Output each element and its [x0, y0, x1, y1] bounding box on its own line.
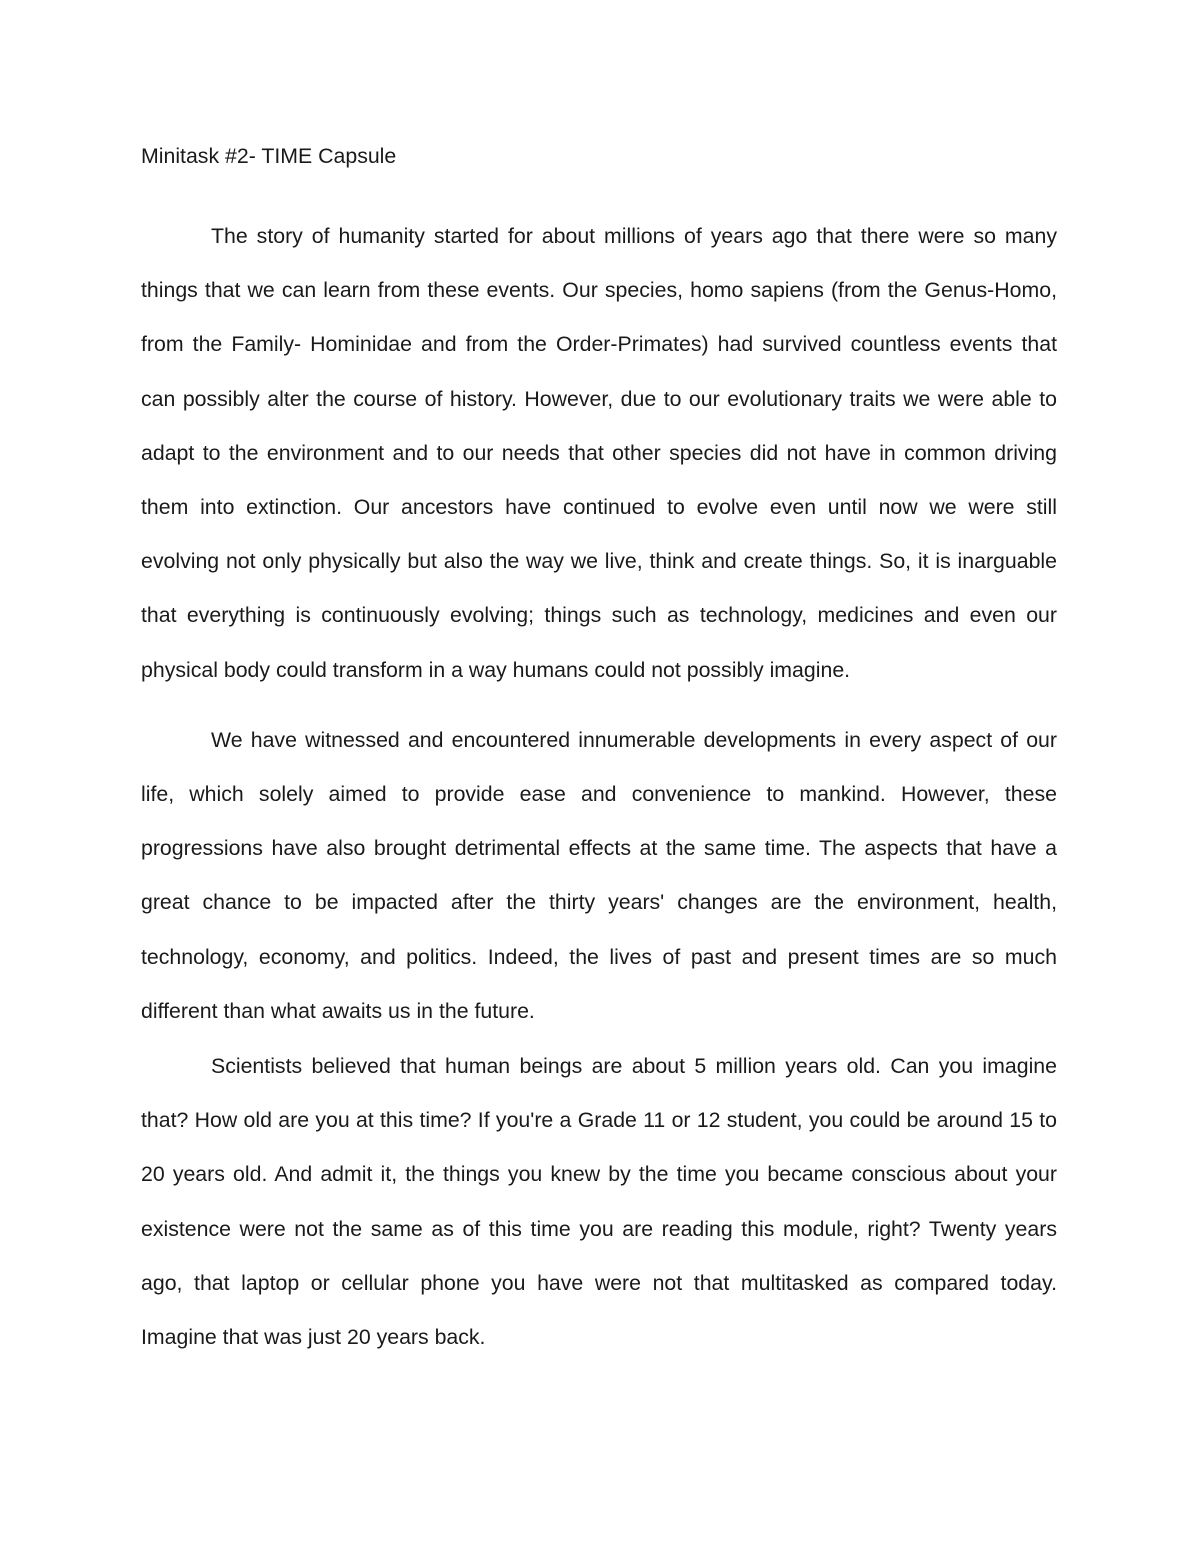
paragraph-scientists: Scientists believed that human beings are about 5 million years old. Can you imagine that? How old are you at this time? If you're a Grade 11 or 12 student, you could be around 15 to 20 years old. And admit it, the things you knew by the time you became conscious about your existence were not the same as of this time you are reading this module, right? Twenty years ago, that laptop or cellular phone you have were not that multitasked as compared today. Imagine that was just 20 years back. [141, 1054, 1057, 1350]
document-body [141, 140, 1057, 1364]
document-title: Minitask #2- TIME Capsule [141, 144, 397, 168]
paragraph-humanity-story: The story of humanity started for about millions of years ago that there were so many things that we can learn from these events. Our species, homo sapiens (from the Genus-Homo, from the Family- Hominidae and from the Order-Primates) had survived countless events that can possibly alter the course of history. However, due to our evolutionary traits we were able to adapt to the environment and to our needs that other species did not have in common driving them into extinction. Our ancestors have continued to evolve even until now we were still evolving not only physically but also the way we live, think and create things. So, it is inarguable that everything is continuously evolving; things such as technology, medicines and even our physical body could transform in a way humans could not possibly imagine. [141, 224, 1057, 682]
paragraph-developments: We have witnessed and encountered innumerable developments in every aspect of our life, which solely aimed to provide ease and convenience to mankind. However, these progressions have also brought detrimental effects at the same time. The aspects that have a great chance to be impacted after the thirty years' changes are the environment, health, technology, economy, and politics. Indeed, the lives of past and present times are so much different than what awaits us in the future. [141, 727, 1057, 1023]
